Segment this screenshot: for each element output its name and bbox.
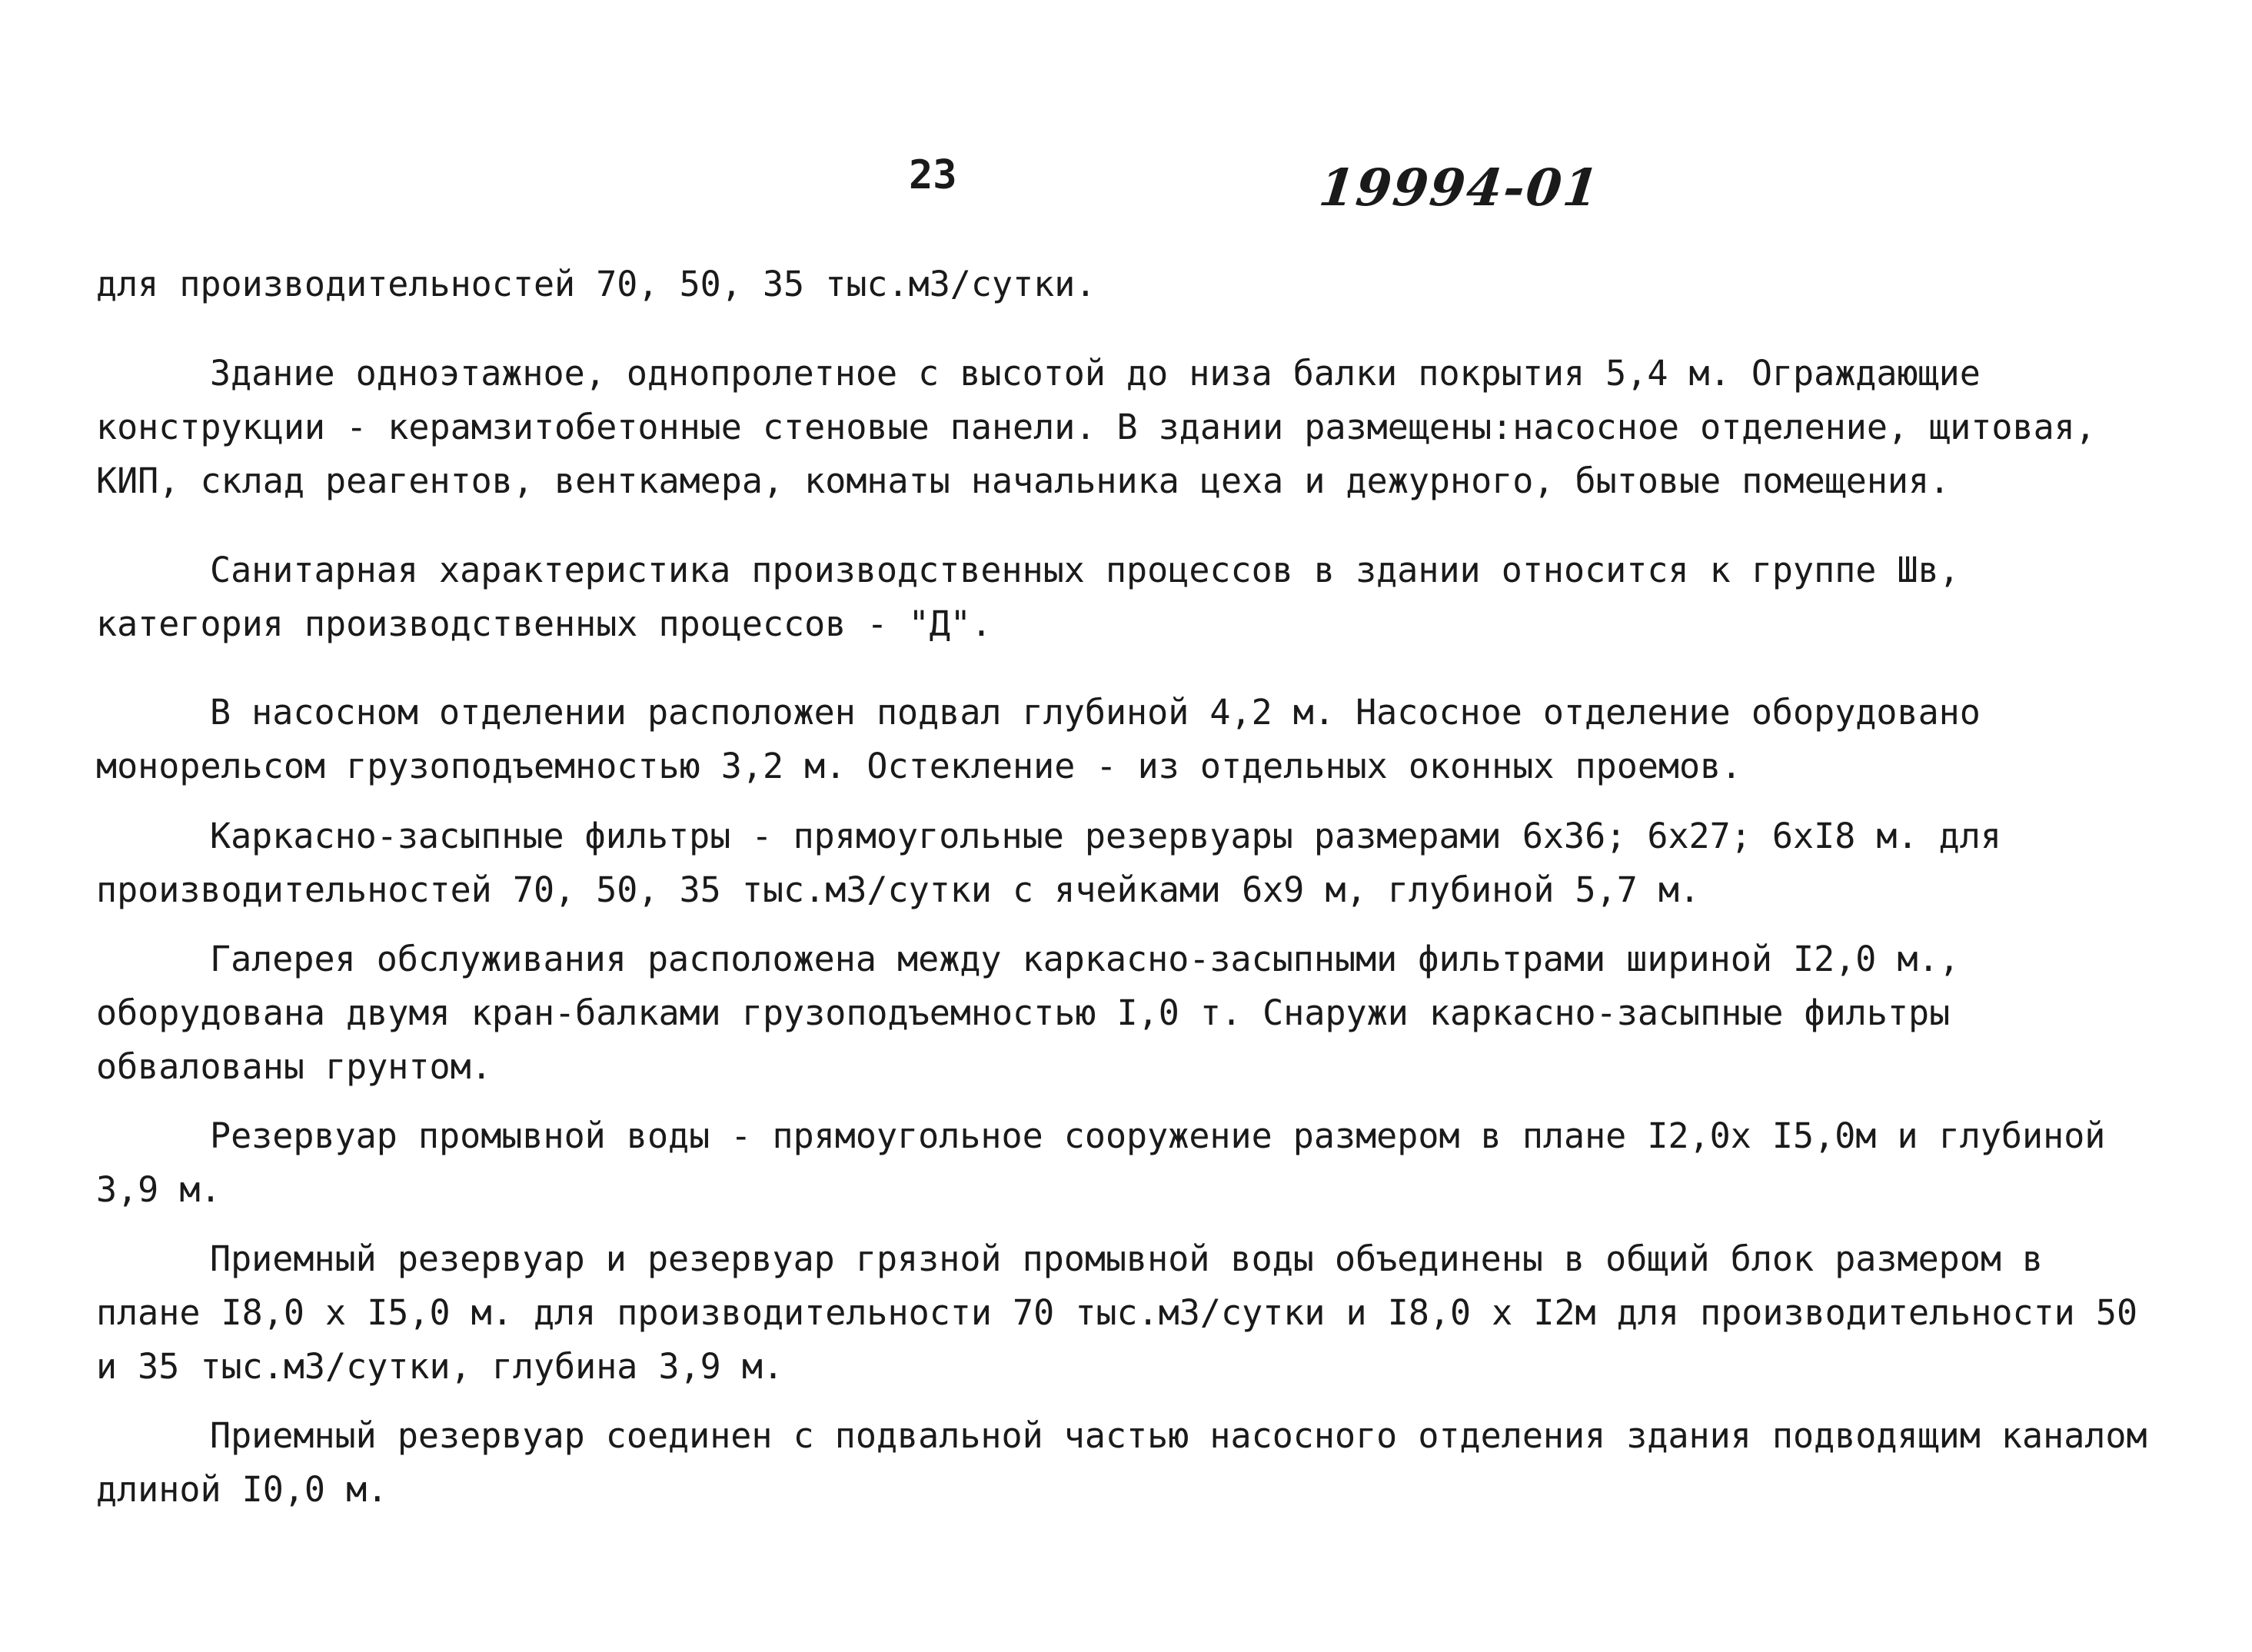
- paragraph-pump-room: В насосном отделении расположен подвал глубиной 4,2 м. Насосное отделение оборудовано монорельсом грузоподъемностью 3,2 м. Остекление - из отдельных оконных проемов.: [96, 692, 1981, 786]
- page-number: 23: [909, 152, 957, 198]
- paragraph-continuation: для производительностей 70, 50, 35 тыс.м3/сутки.: [96, 264, 1096, 304]
- paragraph-filters: Каркасно-засыпные фильтры - прямоугольные резервуары размерами 6х36; 6х27; 6хI8 м. для производительностей 70, 50, 35 тыс.м3/сутки с ячейками 6х9 м, глубиной 5,7 м.: [96, 816, 2001, 910]
- paragraph-receiving-tank: Приемный резервуар и резервуар грязной промывной воды объединены в общий блок размером в плане I8,0 х I5,0 м. для производительности 70 тыс.м3/сутки и I8,0 х I2м для производительности 50 и 35 тыс.м3/сутки, глубина 3,9 м.: [96, 1238, 2138, 1387]
- document-code: 19994-01: [1316, 158, 1603, 218]
- paragraph-building: Здание одноэтажное, однопролетное с высотой до низа балки покрытия 5,4 м. Ограждающие конструкции - керамзитобетонные стеновые панели. В здании размещены:насосное отделение, щитовая, КИП, склад реагентов, венткамера, комнаты начальника цеха и дежурного, бытовые помещения.: [96, 353, 2096, 501]
- paragraph-supply-channel: Приемный резервуар соединен с подвальной частью насосного отделения здания подводящим каналом длиной I0,0 м.: [96, 1415, 2147, 1510]
- paragraph-sanitary: Санитарная характеристика производственных процессов в здании относится к группе Шв, категория производственных процессов - "Д".: [96, 550, 1960, 644]
- paragraph-wash-water-tank: Резервуар промывной воды - прямоугольное сооружение размером в плане I2,0х I5,0м и глубиной 3,9 м.: [96, 1115, 2106, 1210]
- paragraph-gallery: Галерея обслуживания расположена между каркасно-засыпными фильтрами шириной I2,0 м., оборудована двумя кран-балками грузоподъемностью I,0 т. Снаружи каркасно-засыпные фильтры обвалованы грунтом.: [96, 939, 1960, 1087]
